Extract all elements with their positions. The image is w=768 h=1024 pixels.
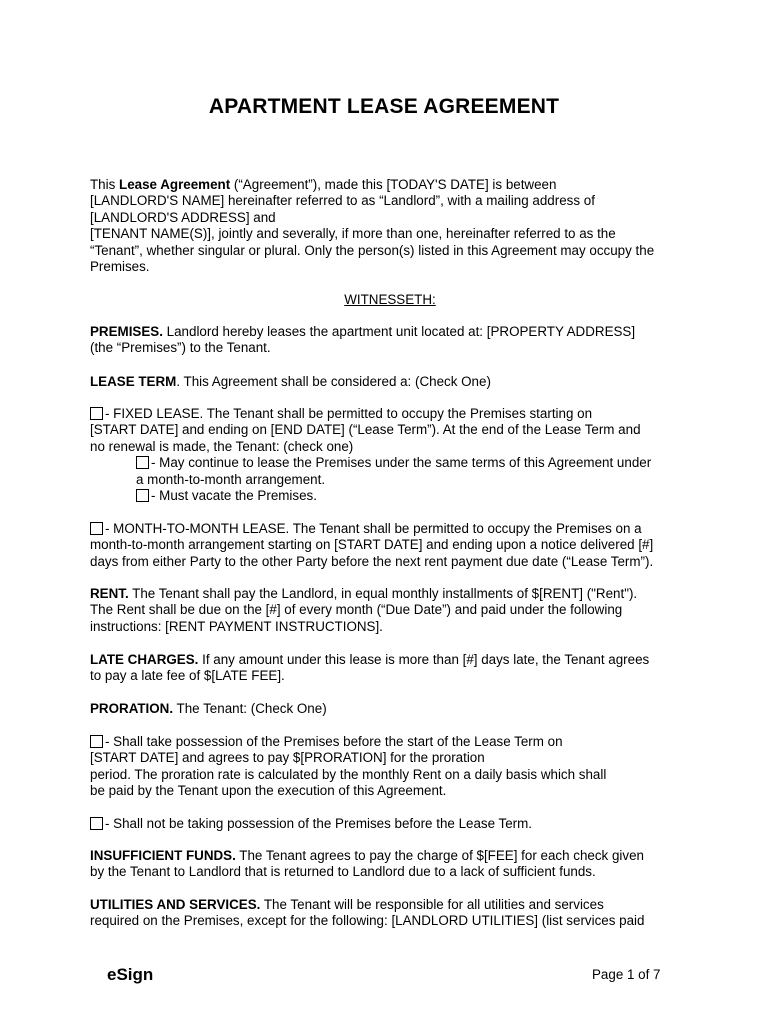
witnesseth-heading — [90, 292, 690, 308]
late-charges-text: If any amount under this lease is more than [#] days late, the Tenant agrees — [198, 652, 650, 667]
utilities-text: The Tenant will be responsible for all utilities and services — [260, 897, 604, 912]
esign-logo: eSign — [107, 965, 154, 984]
insufficient-funds-heading: INSUFFICIENT FUNDS. — [90, 848, 236, 863]
intro-bold-term: Lease Agreement — [119, 177, 231, 192]
intro-text: This — [90, 177, 120, 192]
utilities-line: required on the Premises, except for the following: [LANDLORD UTILITIES] (list services paid — [90, 913, 645, 929]
witnesseth-text: WITNESSETH: — [344, 292, 436, 307]
intro-line: [LANDLORD'S NAME] hereinafter referred to as “Landlord”, with a mailing address of — [90, 193, 595, 209]
vacate-text: - Must vacate the Premises. — [151, 488, 317, 504]
intro-paragraph — [90, 177, 690, 275]
vacate-checkbox[interactable] — [136, 489, 149, 502]
month-to-month-text: - MONTH-TO-MONTH LEASE. The Tenant shall be permitted to occupy the Premises on a — [105, 521, 642, 536]
rent-text: The Tenant shall pay the Landlord, in equal monthly installments of $[RENT] ("Rent"). — [128, 586, 638, 601]
utilities-heading: UTILITIES AND SERVICES. — [90, 897, 261, 912]
rent-section — [90, 586, 690, 635]
premises-line: (the “Premises”) to the Tenant. — [90, 340, 271, 356]
insufficient-funds-line: by the Tenant to Landlord that is returned to Landlord due to a lack of sufficient funds. — [90, 864, 596, 880]
proration-text: The Tenant: (Check One) — [173, 701, 327, 716]
intro-line: Premises. — [90, 259, 150, 275]
lease-term-section — [90, 374, 690, 390]
month-to-month-section — [90, 521, 690, 570]
early-possession-text: - Shall take possession of the Premises before the start of the Lease Term on — [105, 734, 563, 749]
fixed-lease-text: - FIXED LEASE. The Tenant shall be permitted to occupy the Premises starting on — [105, 406, 593, 421]
intro-line: [TENANT NAME(S)], jointly and severally, if more than one, hereinafter referred to as the — [90, 226, 616, 242]
fixed-lease-checkbox[interactable] — [90, 407, 103, 420]
premises-heading: PREMISES. — [90, 324, 163, 339]
insufficient-funds-section — [90, 848, 690, 881]
premises-section — [90, 324, 690, 357]
month-to-month-checkbox[interactable] — [90, 522, 103, 535]
late-charges-line: to pay a late fee of $[LATE FEE]. — [90, 668, 285, 684]
intro-text: (“Agreement”), made this [TODAY'S DATE] is between — [230, 177, 557, 192]
proration-option-1 — [90, 734, 690, 800]
premises-text: Landlord hereby leases the apartment unit located at: [PROPERTY ADDRESS] — [162, 324, 636, 339]
no-early-possession-checkbox[interactable] — [90, 817, 103, 830]
proration-option-2 — [90, 816, 690, 832]
month-to-month-line: days from either Party to the other Party before the next rent payment due date (“Lease Term”). — [90, 553, 654, 569]
proration-section — [90, 701, 690, 717]
utilities-section — [90, 897, 690, 930]
fixed-lease-line: [START DATE] and ending on [END DATE] (“Lease Term”). At the end of the Lease Term and — [90, 422, 641, 438]
early-possession-line: [START DATE] and agrees to pay $[PRORATION] for the proration — [90, 750, 485, 766]
document-title: APARTMENT LEASE AGREEMENT — [208, 95, 560, 118]
early-possession-line: be paid by the Tenant upon the execution of this Agreement. — [90, 783, 447, 799]
intro-line: “Tenant”, whether singular or plural. Only the person(s) listed in this Agreement may occupy the — [90, 242, 655, 258]
late-charges-section — [90, 652, 690, 685]
continue-lease-text: - May continue to lease the Premises under the same terms of this Agreement under — [151, 455, 652, 471]
fixed-lease-line: no renewal is made, the Tenant: (check one) — [90, 438, 354, 454]
rent-heading: RENT. — [90, 586, 129, 601]
continue-lease-checkbox[interactable] — [136, 456, 149, 469]
early-possession-line: period. The proration rate is calculated by the monthly Rent on a daily basis which shall — [90, 766, 607, 782]
continue-lease-line: a month-to-month arrangement. — [136, 471, 326, 487]
proration-heading: PRORATION. — [90, 701, 174, 716]
late-charges-heading: LATE CHARGES. — [90, 652, 199, 667]
insufficient-funds-text: The Tenant agrees to pay the charge of $[FEE] for each check given — [235, 848, 644, 863]
rent-line: instructions: [RENT PAYMENT INSTRUCTIONS]. — [90, 618, 383, 634]
early-possession-checkbox[interactable] — [90, 735, 103, 748]
rent-line: The Rent shall be due on the [#] of every month (“Due Date”) and paid under the following — [90, 602, 623, 618]
fixed-lease-section — [90, 406, 690, 504]
month-to-month-line: month-to-month arrangement starting on [START DATE] and ending upon a notice delivered [#] — [90, 537, 654, 553]
intro-line: [LANDLORD'S ADDRESS] and — [90, 209, 276, 225]
lease-term-heading: LEASE TERM — [90, 374, 177, 389]
page-number: Page 1 of 7 — [592, 967, 661, 982]
lease-term-text: . This Agreement shall be considered a: (Check One) — [176, 374, 491, 389]
no-early-possession-text: - Shall not be taking possession of the Premises before the Lease Term. — [105, 816, 533, 831]
